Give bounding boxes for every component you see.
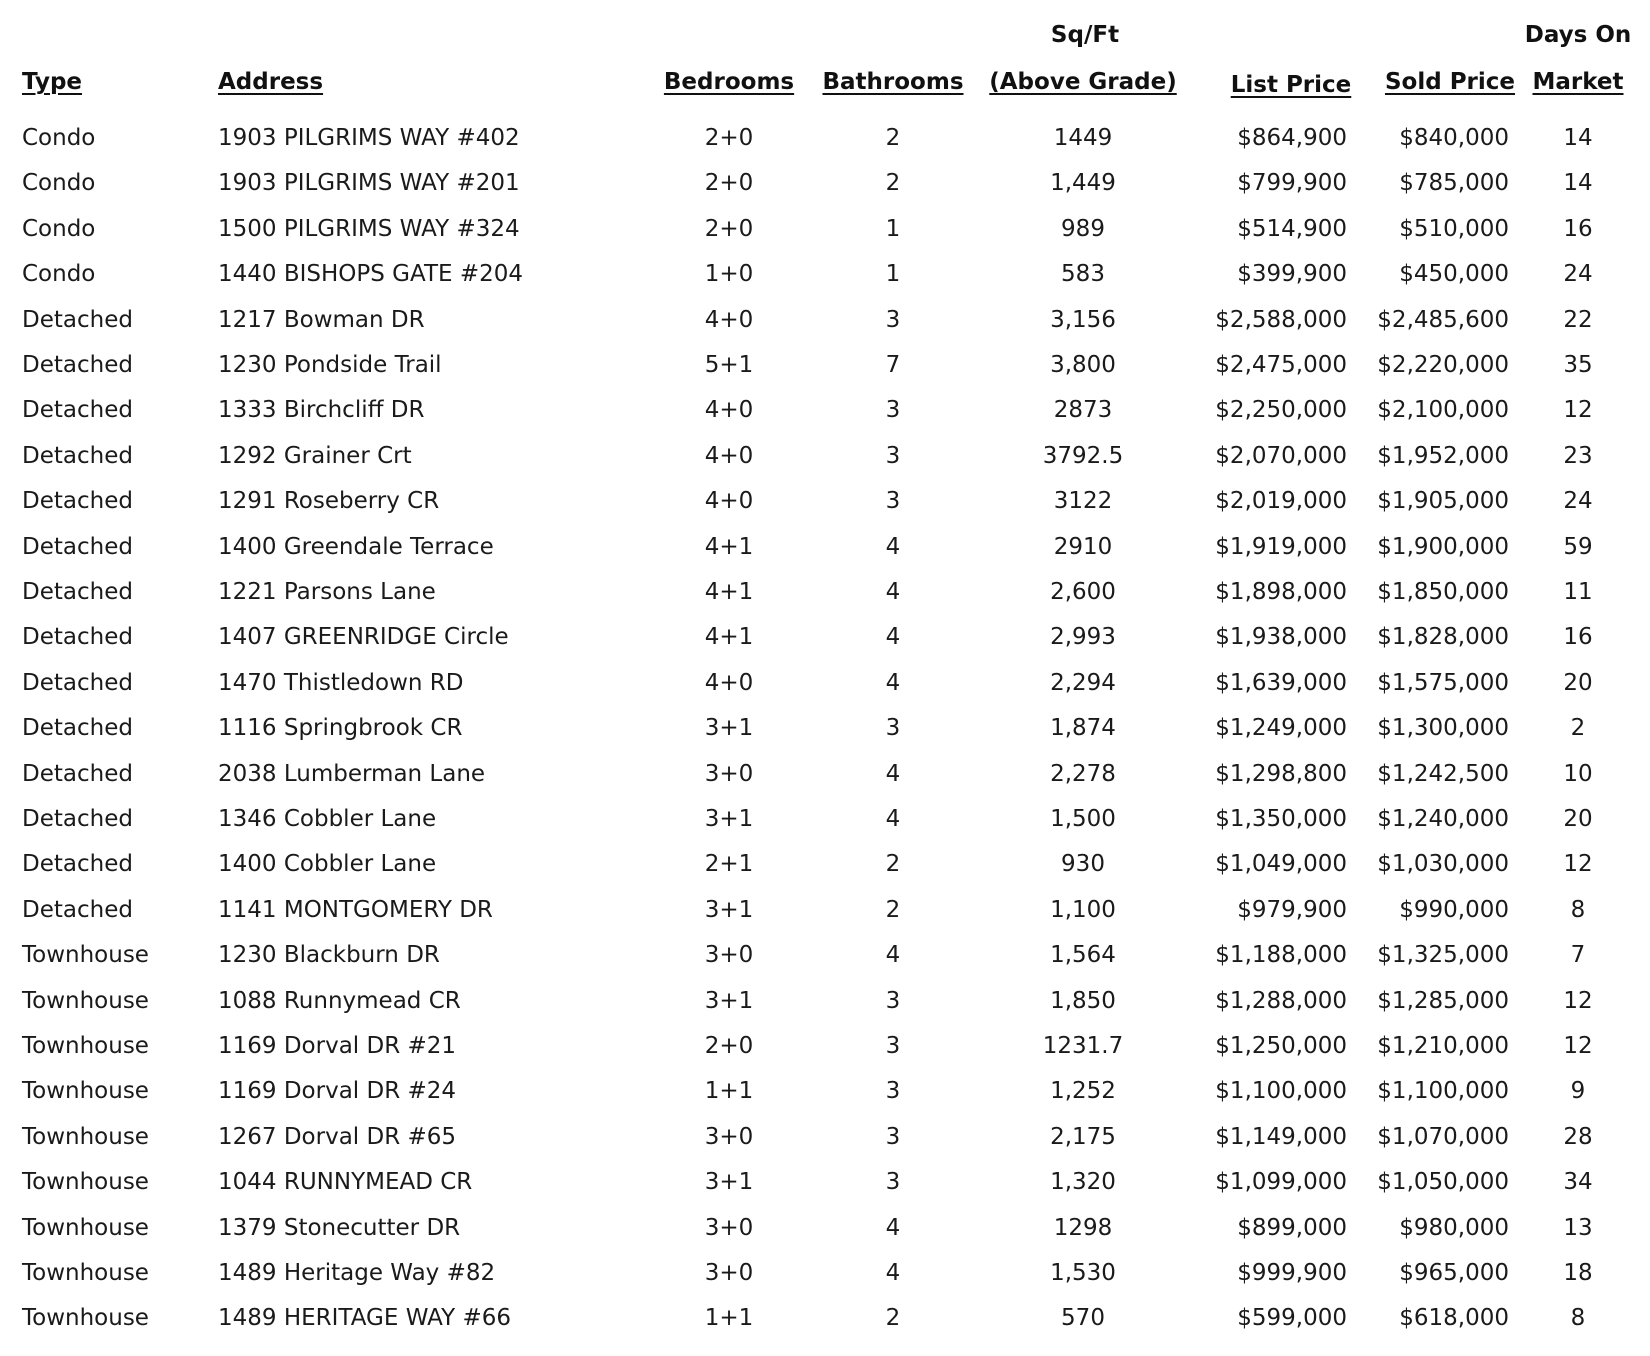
sqft-cell: 1449 <box>1053 125 1113 151</box>
days-on-market-cell: 14 <box>1563 170 1593 196</box>
bedrooms-cell: 4+1 <box>704 534 754 560</box>
list-price-cell: $1,288,000 <box>1215 988 1347 1014</box>
sqft-cell: 3,156 <box>1050 307 1116 333</box>
list-price-cell: $1,938,000 <box>1215 624 1347 650</box>
header-bathrooms: Bathrooms <box>822 69 964 95</box>
type-cell: Condo <box>22 170 96 196</box>
bathrooms-cell: 2 <box>885 897 901 923</box>
bedrooms-cell: 2+0 <box>704 125 754 151</box>
bathrooms-cell: 3 <box>885 1033 901 1059</box>
list-price-cell: $1,099,000 <box>1215 1169 1347 1195</box>
address-cell: 1044 RUNNYMEAD CR <box>218 1169 473 1195</box>
days-on-market-cell: 20 <box>1563 670 1593 696</box>
bedrooms-cell: 1+1 <box>704 1078 754 1104</box>
sold-price-cell: $980,000 <box>1399 1215 1509 1241</box>
sold-price-cell: $1,050,000 <box>1377 1169 1509 1195</box>
sqft-cell: 2,175 <box>1050 1124 1116 1150</box>
sqft-cell: 2,993 <box>1050 624 1116 650</box>
sqft-cell: 3122 <box>1053 488 1113 514</box>
sqft-cell: 989 <box>1061 216 1105 242</box>
sold-price-cell: $510,000 <box>1399 216 1509 242</box>
sold-price-cell: $2,220,000 <box>1377 352 1509 378</box>
bathrooms-cell: 3 <box>885 488 901 514</box>
bathrooms-cell: 3 <box>885 307 901 333</box>
sold-price-cell: $2,100,000 <box>1377 397 1509 423</box>
bedrooms-cell: 4+0 <box>704 307 754 333</box>
sold-price-cell: $1,100,000 <box>1377 1078 1509 1104</box>
bathrooms-cell: 3 <box>885 1169 901 1195</box>
days-on-market-cell: 9 <box>1570 1078 1586 1104</box>
days-on-market-cell: 59 <box>1563 534 1593 560</box>
days-on-market-cell: 24 <box>1563 261 1593 287</box>
list-price-cell: $2,070,000 <box>1215 443 1347 469</box>
bedrooms-cell: 4+0 <box>704 488 754 514</box>
days-on-market-cell: 24 <box>1563 488 1593 514</box>
list-price-cell: $1,100,000 <box>1215 1078 1347 1104</box>
sqft-cell: 2,600 <box>1050 579 1116 605</box>
bedrooms-cell: 4+0 <box>704 670 754 696</box>
list-price-cell: $2,250,000 <box>1215 397 1347 423</box>
list-price-cell: $1,898,000 <box>1215 579 1347 605</box>
sqft-cell: 2873 <box>1053 397 1113 423</box>
bathrooms-cell: 4 <box>885 942 901 968</box>
days-on-market-cell: 12 <box>1563 1033 1593 1059</box>
days-on-market-cell: 12 <box>1563 851 1593 877</box>
address-cell: 1217 Bowman DR <box>218 307 425 333</box>
address-cell: 1230 Pondside Trail <box>218 352 442 378</box>
sold-price-cell: $2,485,600 <box>1377 307 1509 333</box>
bathrooms-cell: 2 <box>885 1305 901 1331</box>
list-price-cell: $399,900 <box>1237 261 1347 287</box>
type-cell: Townhouse <box>22 1169 149 1195</box>
address-cell: 1400 Greendale Terrace <box>218 534 494 560</box>
bedrooms-cell: 2+1 <box>704 851 754 877</box>
type-cell: Detached <box>22 488 133 514</box>
address-cell: 1489 Heritage Way #82 <box>218 1260 496 1286</box>
sold-price-cell: $1,828,000 <box>1377 624 1509 650</box>
bedrooms-cell: 4+0 <box>704 443 754 469</box>
days-on-market-cell: 8 <box>1570 897 1586 923</box>
sold-price-cell: $1,070,000 <box>1377 1124 1509 1150</box>
address-cell: 1489 HERITAGE WAY #66 <box>218 1305 512 1331</box>
bedrooms-cell: 3+1 <box>704 715 754 741</box>
list-price-cell: $2,475,000 <box>1215 352 1347 378</box>
bedrooms-cell: 5+1 <box>704 352 754 378</box>
sold-price-cell: $1,240,000 <box>1377 806 1509 832</box>
sqft-cell: 1,320 <box>1050 1169 1116 1195</box>
sold-price-cell: $1,325,000 <box>1377 942 1509 968</box>
sqft-cell: 3792.5 <box>1042 443 1124 469</box>
list-price-cell: $1,639,000 <box>1215 670 1347 696</box>
days-on-market-cell: 18 <box>1563 1260 1593 1286</box>
list-price-cell: $1,350,000 <box>1215 806 1347 832</box>
bathrooms-cell: 1 <box>885 261 901 287</box>
type-cell: Detached <box>22 897 133 923</box>
address-cell: 1141 MONTGOMERY DR <box>218 897 493 923</box>
sqft-cell: 1,252 <box>1050 1078 1116 1104</box>
sqft-cell: 1,530 <box>1050 1260 1116 1286</box>
sqft-cell: 1,850 <box>1050 988 1116 1014</box>
bedrooms-cell: 4+1 <box>704 624 754 650</box>
days-on-market-cell: 34 <box>1563 1169 1593 1195</box>
address-cell: 1903 PILGRIMS WAY #201 <box>218 170 520 196</box>
days-on-market-cell: 12 <box>1563 397 1593 423</box>
days-on-market-cell: 20 <box>1563 806 1593 832</box>
bedrooms-cell: 3+0 <box>704 942 754 968</box>
sqft-cell: 930 <box>1061 851 1105 877</box>
sqft-cell: 570 <box>1061 1305 1105 1331</box>
header-address: Address <box>218 69 324 95</box>
bedrooms-cell: 2+0 <box>704 1033 754 1059</box>
sqft-cell: 1,564 <box>1050 942 1116 968</box>
list-price-cell: $599,000 <box>1237 1305 1347 1331</box>
sqft-cell: 3,800 <box>1050 352 1116 378</box>
bedrooms-cell: 3+0 <box>704 1215 754 1241</box>
days-on-market-cell: 11 <box>1563 579 1593 605</box>
list-price-cell: $1,049,000 <box>1215 851 1347 877</box>
bedrooms-cell: 3+0 <box>704 1124 754 1150</box>
header-bedrooms: Bedrooms <box>663 69 795 95</box>
bedrooms-cell: 3+0 <box>704 1260 754 1286</box>
sqft-cell: 1,874 <box>1050 715 1116 741</box>
sold-price-cell: $1,850,000 <box>1377 579 1509 605</box>
sold-price-cell: $1,900,000 <box>1377 534 1509 560</box>
days-on-market-cell: 8 <box>1570 1305 1586 1331</box>
type-cell: Detached <box>22 352 133 378</box>
address-cell: 1470 Thistledown RD <box>218 670 464 696</box>
bedrooms-cell: 3+0 <box>704 761 754 787</box>
address-cell: 1292 Grainer Crt <box>218 443 412 469</box>
address-cell: 1333 Birchcliff DR <box>218 397 425 423</box>
bathrooms-cell: 4 <box>885 806 901 832</box>
days-on-market-cell: 23 <box>1563 443 1593 469</box>
sold-price-cell: $1,905,000 <box>1377 488 1509 514</box>
type-cell: Detached <box>22 715 133 741</box>
type-cell: Detached <box>22 761 133 787</box>
type-cell: Townhouse <box>22 988 149 1014</box>
header-sqft-line2: (Above Grade) <box>989 69 1177 95</box>
days-on-market-cell: 12 <box>1563 988 1593 1014</box>
list-price-cell: $1,149,000 <box>1215 1124 1347 1150</box>
bathrooms-cell: 3 <box>885 988 901 1014</box>
type-cell: Detached <box>22 579 133 605</box>
list-price-cell: $899,000 <box>1237 1215 1347 1241</box>
bathrooms-cell: 4 <box>885 1260 901 1286</box>
sqft-cell: 2,294 <box>1050 670 1116 696</box>
bathrooms-cell: 2 <box>885 125 901 151</box>
sold-price-cell: $1,030,000 <box>1377 851 1509 877</box>
sqft-cell: 1,100 <box>1050 897 1116 923</box>
bathrooms-cell: 7 <box>885 352 901 378</box>
address-cell: 2038 Lumberman Lane <box>218 761 486 787</box>
type-cell: Detached <box>22 851 133 877</box>
list-price-cell: $1,919,000 <box>1215 534 1347 560</box>
bedrooms-cell: 3+1 <box>704 1169 754 1195</box>
bathrooms-cell: 3 <box>885 1124 901 1150</box>
type-cell: Detached <box>22 670 133 696</box>
bathrooms-cell: 3 <box>885 715 901 741</box>
bedrooms-cell: 3+1 <box>704 806 754 832</box>
sold-price-cell: $840,000 <box>1399 125 1509 151</box>
days-on-market-cell: 7 <box>1570 942 1586 968</box>
list-price-cell: $2,588,000 <box>1215 307 1347 333</box>
sold-price-cell: $1,210,000 <box>1377 1033 1509 1059</box>
header-days-on-market-line1: Days On <box>1524 22 1632 48</box>
bedrooms-cell: 2+0 <box>704 216 754 242</box>
sold-price-cell: $1,952,000 <box>1377 443 1509 469</box>
address-cell: 1379 Stonecutter DR <box>218 1215 461 1241</box>
days-on-market-cell: 16 <box>1563 624 1593 650</box>
bedrooms-cell: 4+1 <box>704 579 754 605</box>
type-cell: Townhouse <box>22 1033 149 1059</box>
bathrooms-cell: 4 <box>885 761 901 787</box>
bathrooms-cell: 4 <box>885 624 901 650</box>
bedrooms-cell: 3+1 <box>704 897 754 923</box>
bathrooms-cell: 4 <box>885 1215 901 1241</box>
type-cell: Townhouse <box>22 1305 149 1331</box>
type-cell: Detached <box>22 307 133 333</box>
days-on-market-cell: 2 <box>1570 715 1586 741</box>
type-cell: Detached <box>22 443 133 469</box>
sqft-cell: 1,500 <box>1050 806 1116 832</box>
type-cell: Townhouse <box>22 1078 149 1104</box>
list-price-cell: $864,900 <box>1237 125 1347 151</box>
list-price-cell: $999,900 <box>1237 1260 1347 1286</box>
bedrooms-cell: 4+0 <box>704 397 754 423</box>
address-cell: 1116 Springbrook CR <box>218 715 463 741</box>
sold-price-cell: $785,000 <box>1399 170 1509 196</box>
bathrooms-cell: 2 <box>885 170 901 196</box>
sold-price-cell: $618,000 <box>1399 1305 1509 1331</box>
type-cell: Detached <box>22 624 133 650</box>
list-price-cell: $514,900 <box>1237 216 1347 242</box>
days-on-market-cell: 28 <box>1563 1124 1593 1150</box>
list-price-cell: $2,019,000 <box>1215 488 1347 514</box>
list-price-cell: $1,298,800 <box>1215 761 1347 787</box>
sold-price-cell: $965,000 <box>1399 1260 1509 1286</box>
sqft-cell: 2910 <box>1053 534 1113 560</box>
days-on-market-cell: 14 <box>1563 125 1593 151</box>
address-cell: 1169 Dorval DR #21 <box>218 1033 457 1059</box>
bedrooms-cell: 2+0 <box>704 170 754 196</box>
days-on-market-cell: 16 <box>1563 216 1593 242</box>
bathrooms-cell: 4 <box>885 579 901 605</box>
bathrooms-cell: 2 <box>885 851 901 877</box>
sold-price-cell: $990,000 <box>1399 897 1509 923</box>
list-price-cell: $1,249,000 <box>1215 715 1347 741</box>
sold-price-cell: $1,242,500 <box>1377 761 1509 787</box>
list-price-cell: $1,250,000 <box>1215 1033 1347 1059</box>
bedrooms-cell: 3+1 <box>704 988 754 1014</box>
address-cell: 1400 Cobbler Lane <box>218 851 437 877</box>
bathrooms-cell: 3 <box>885 397 901 423</box>
address-cell: 1440 BISHOPS GATE #204 <box>218 261 524 287</box>
sqft-cell: 2,278 <box>1050 761 1116 787</box>
type-cell: Condo <box>22 125 96 151</box>
sqft-cell: 1298 <box>1053 1215 1113 1241</box>
header-days-on-market-line2: Market <box>1532 69 1624 95</box>
address-cell: 1291 Roseberry CR <box>218 488 440 514</box>
bathrooms-cell: 3 <box>885 1078 901 1104</box>
type-cell: Detached <box>22 397 133 423</box>
header-type: Type <box>22 69 83 95</box>
address-cell: 1500 PILGRIMS WAY #324 <box>218 216 520 242</box>
bedrooms-cell: 1+0 <box>704 261 754 287</box>
type-cell: Condo <box>22 216 96 242</box>
address-cell: 1230 Blackburn DR <box>218 942 440 968</box>
list-price-cell: $799,900 <box>1237 170 1347 196</box>
type-cell: Detached <box>22 534 133 560</box>
address-cell: 1267 Dorval DR #65 <box>218 1124 457 1150</box>
days-on-market-cell: 13 <box>1563 1215 1593 1241</box>
bathrooms-cell: 4 <box>885 670 901 696</box>
type-cell: Townhouse <box>22 1215 149 1241</box>
bathrooms-cell: 1 <box>885 216 901 242</box>
sqft-cell: 1,449 <box>1050 170 1116 196</box>
days-on-market-cell: 35 <box>1563 352 1593 378</box>
address-cell: 1221 Parsons Lane <box>218 579 436 605</box>
header-sqft-line1: Sq/Ft <box>1050 22 1120 48</box>
header-list-price: List Price <box>1230 72 1352 98</box>
address-cell: 1169 Dorval DR #24 <box>218 1078 457 1104</box>
days-on-market-cell: 10 <box>1563 761 1593 787</box>
bedrooms-cell: 1+1 <box>704 1305 754 1331</box>
type-cell: Townhouse <box>22 1260 149 1286</box>
sqft-cell: 1231.7 <box>1042 1033 1124 1059</box>
address-cell: 1903 PILGRIMS WAY #402 <box>218 125 520 151</box>
bathrooms-cell: 4 <box>885 534 901 560</box>
sold-price-cell: $450,000 <box>1399 261 1509 287</box>
days-on-market-cell: 22 <box>1563 307 1593 333</box>
address-cell: 1088 Runnymead CR <box>218 988 461 1014</box>
sqft-cell: 583 <box>1061 261 1105 287</box>
header-sold-price: Sold Price <box>1384 69 1516 95</box>
type-cell: Townhouse <box>22 942 149 968</box>
type-cell: Townhouse <box>22 1124 149 1150</box>
list-price-cell: $979,900 <box>1237 897 1347 923</box>
sold-price-cell: $1,285,000 <box>1377 988 1509 1014</box>
sold-price-cell: $1,300,000 <box>1377 715 1509 741</box>
type-cell: Condo <box>22 261 96 287</box>
list-price-cell: $1,188,000 <box>1215 942 1347 968</box>
type-cell: Detached <box>22 806 133 832</box>
address-cell: 1346 Cobbler Lane <box>218 806 437 832</box>
bathrooms-cell: 3 <box>885 443 901 469</box>
address-cell: 1407 GREENRIDGE Circle <box>218 624 509 650</box>
sold-price-cell: $1,575,000 <box>1377 670 1509 696</box>
